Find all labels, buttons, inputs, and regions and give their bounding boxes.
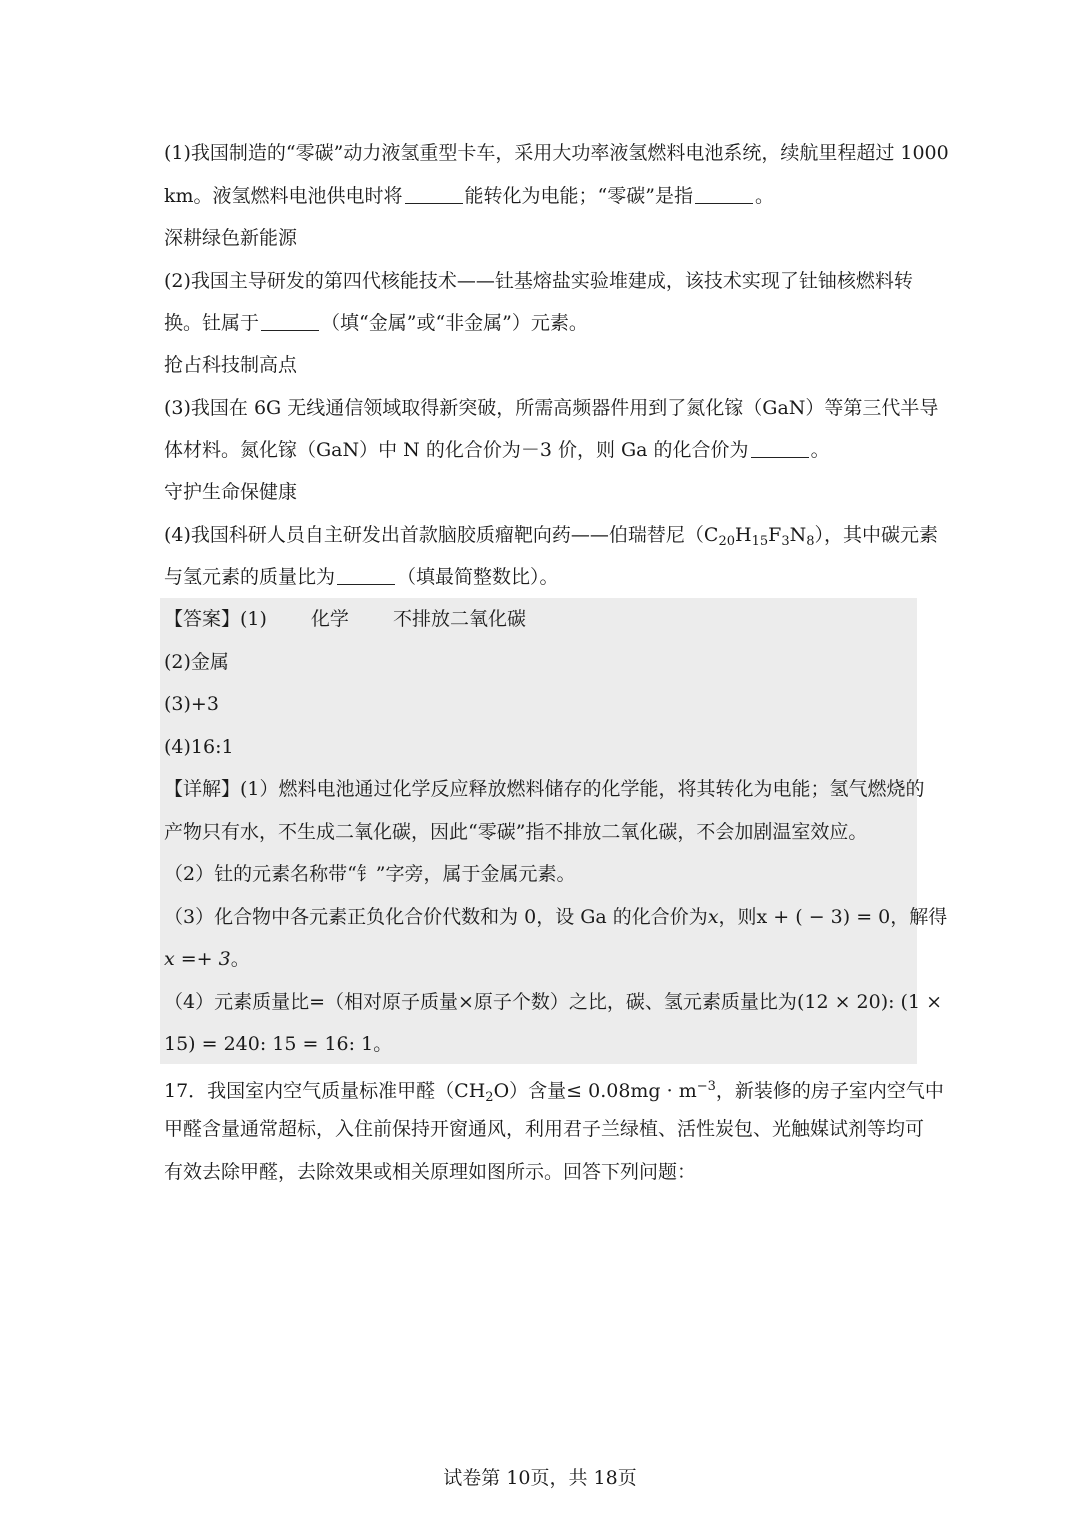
answer-blank (751, 439, 809, 458)
math-equation: x + ( − 3) = 0 (756, 906, 891, 928)
detail-line7 (164, 1031, 392, 1057)
formula-subscript: 20 (718, 534, 735, 549)
section-heading: 守护生命保健康 (164, 481, 298, 503)
answer-label: 【答案】(1) (164, 608, 267, 630)
answer-item: 化学 (310, 608, 349, 630)
q16-part4-line1 (164, 522, 938, 555)
q16-part1-line1 (164, 140, 949, 166)
formula-element: N (789, 524, 807, 546)
formula-subscript: 8 (806, 534, 815, 549)
section-heading: 抢占科技制高点 (164, 354, 298, 376)
detail-text: ，则 (718, 906, 757, 928)
q16-part4-line2 (164, 564, 559, 590)
detail-text: ，解得 (890, 906, 948, 928)
q16-part4-text-a: (4)我国科研人员自主研发出首款脑胶质瘤靶向药——伯瑞替尼（C (164, 524, 719, 546)
detail-line5 (164, 946, 250, 972)
q16-part1-line2 (164, 183, 774, 209)
q16-part4-text-d: （填最简整数比）。 (397, 566, 559, 588)
q16-part4-text-c: 与氢元素的质量比为 (164, 566, 336, 588)
formula-subscript: 2 (485, 1090, 494, 1105)
answer-blank (261, 312, 319, 331)
q16-part2-line1: (2)我国主导研发的第四代核能技术——钍基熔盐实验堆建成，该技术实现了钍铀核燃料转 (164, 270, 913, 292)
q17-text: O）含量≤ 0.08mg · m (493, 1080, 697, 1102)
detail-line2: 产物只有水，不生成二氧化碳，因此“零碳”指不排放二氧化碳，不会加剧温室效应。 (164, 821, 868, 843)
q17-line1 (164, 1074, 944, 1111)
formula-subscript: 15 (751, 534, 769, 549)
q16-part3-line2 (164, 437, 830, 463)
formula-superscript: −3 (696, 1079, 716, 1094)
q16-part1-text-a: km。液氢燃料电池供电时将 (164, 185, 403, 207)
answer-line1 (164, 606, 526, 632)
answer-line2: (2)金属 (164, 651, 229, 673)
q17-text: 17．我国室内空气质量标准甲醛（CH (164, 1080, 486, 1102)
math-variable: x (707, 906, 719, 928)
q16-part2-text-a: 换。钍属于 (164, 312, 260, 334)
page-footer: 试卷第 10页，共 18页 (443, 1467, 637, 1489)
q16-part3-line1: (3)我国在 6G 无线通信领域取得新突破，所需高频器件用到了氮化镓（GaN）等第三代半导 (164, 397, 939, 419)
q16-part3-text-b: 。 (810, 439, 830, 461)
formula-subscript: 3 (781, 534, 790, 549)
math-equation: x =+ 3 (164, 948, 231, 970)
section-heading: 深耕绿色新能源 (164, 227, 298, 249)
q17-text: ，新装修的房子室内空气中 (715, 1080, 944, 1102)
q17-line2: 甲醛含量通常超标，入住前保持开窗通风，利用君子兰绿植、活性炭包、光触媒试剂等均可 (164, 1118, 925, 1140)
answer-line4: (4)16:1 (164, 736, 234, 758)
detail-text: (1）燃料电池通过化学反应释放燃料储存的化学能，将其转化为电能；氢气燃烧的 (240, 778, 925, 800)
formula-element: F (768, 524, 782, 546)
q16-part2-line2 (164, 310, 588, 336)
detail-label: 【详解】 (164, 778, 241, 800)
q17-line3: 有效去除甲醛，去除效果或相关原理如图所示。回答下列问题： (164, 1161, 697, 1183)
math-equation: 15) = 240: 15 = 16: 1 (164, 1033, 374, 1055)
q16-part4-text-b: ），其中碳元素 (814, 524, 939, 546)
answer-blank (405, 185, 463, 204)
q16-part2-text-b: （填“金属”或“非金属”）元素。 (321, 312, 588, 334)
answer-line3: (3)+3 (164, 693, 219, 715)
detail-text: 。 (373, 1033, 393, 1055)
q16-part1-text: (1)我国制造的“零碳”动力液氢重型卡车，采用大功率液氢燃料电池系统，续航里程超过 1000 (164, 142, 949, 164)
answer-item: 不排放二氧化碳 (392, 608, 526, 630)
detail-text: （3）化合物中各元素正负化合价代数和为 0，设 Ga 的化合价为 (164, 906, 708, 928)
detail-line1 (164, 776, 925, 802)
detail-text: 。 (230, 948, 250, 970)
q16-part1-text-c: 。 (754, 185, 774, 207)
q16-part1-text-b: 能转化为电能；“零碳”是指 (464, 185, 693, 207)
formula-element: H (735, 524, 752, 546)
detail-line4 (164, 904, 947, 930)
math-equation: (12 × 20): (1 × (796, 991, 943, 1013)
detail-line6 (164, 989, 942, 1015)
q16-part3-text-a: 体材料。氮化镓（GaN）中 N 的化合价为－3 价，则 Ga 的化合价为 (164, 439, 749, 461)
answer-blank (337, 566, 395, 585)
detail-line3: （2）钍的元素名称带“钅”字旁，属于金属元素。 (164, 863, 576, 885)
detail-text: （4）元素质量比=（相对原子质量×原子个数）之比，碳、氢元素质量比为 (164, 991, 797, 1013)
answer-blank (695, 185, 753, 204)
